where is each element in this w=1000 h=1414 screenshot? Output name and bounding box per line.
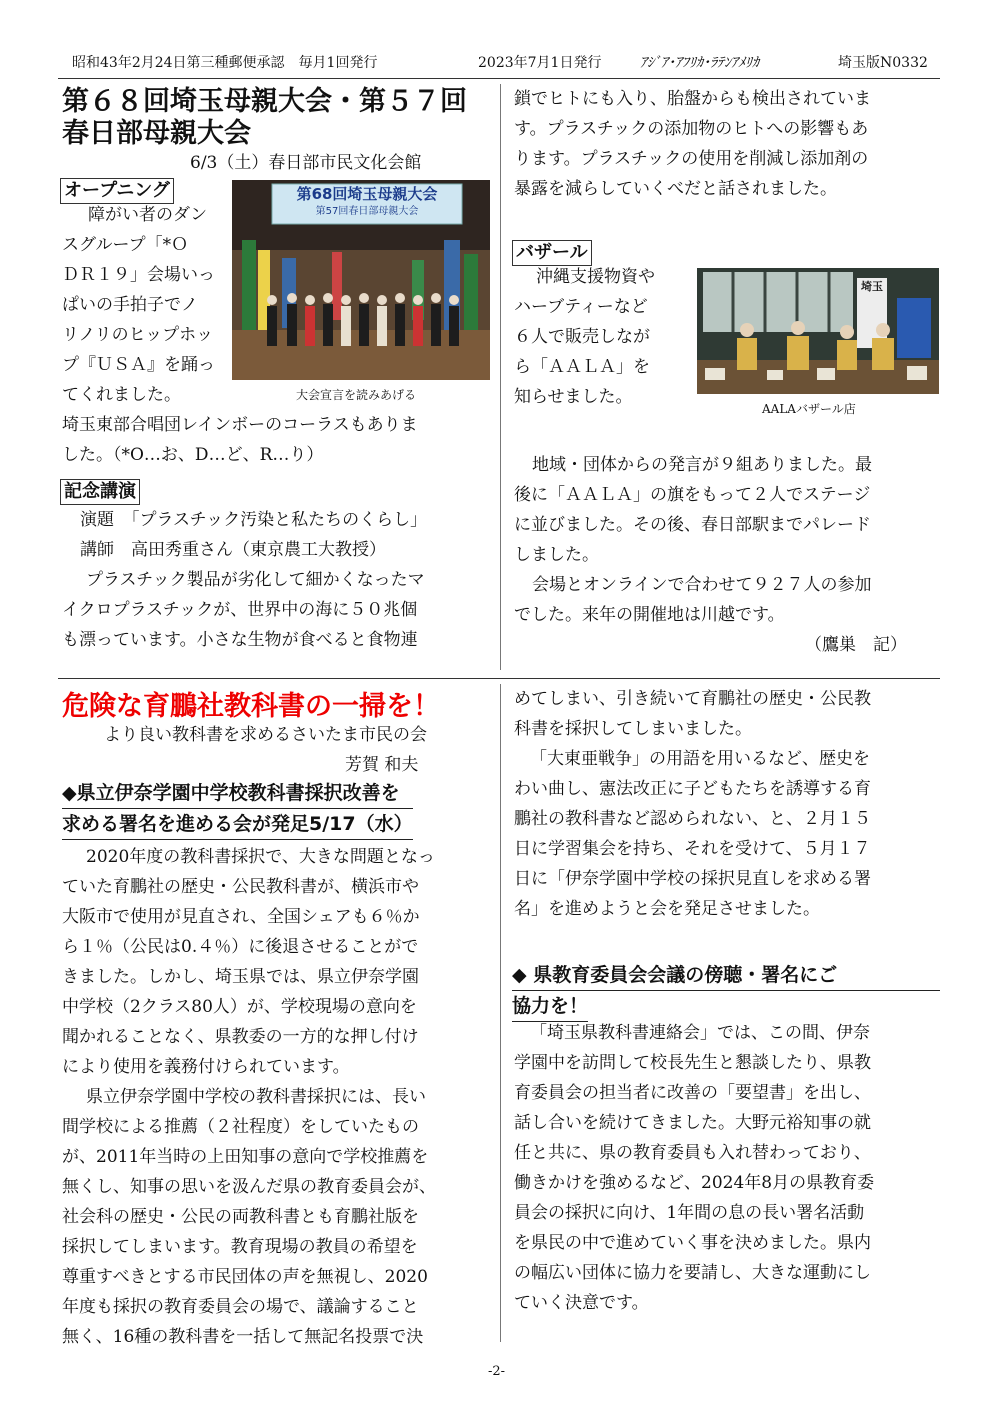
heading-line: 求める署名を進める会が発足5/17（水） — [62, 809, 413, 840]
column-divider-bottom — [500, 684, 501, 1342]
text-line: ら「ＡＡＬＡ」を — [514, 357, 650, 377]
text-line: す。プラスチックの添加物のヒトへの影響もあ — [514, 119, 869, 139]
text-line: きました。しかし、埼玉県では、県立伊奈学園 — [62, 967, 419, 987]
lecture-label: 記念講演 — [60, 479, 140, 505]
text-line: 年度も採択の教育委員会の場で、議論すること — [62, 1297, 419, 1317]
text-line: 会場とオンラインで合わせて９２７人の参加 — [532, 575, 872, 595]
text-line: 大阪市で使用が見直され、全国シェアも６％か — [62, 907, 420, 927]
right-para3 — [514, 1018, 874, 1318]
photo-banner-title: 第68回埼玉母親大会 — [296, 185, 438, 203]
text-line: でした。来年の開催地は川越です。 — [514, 605, 785, 625]
text-line: プラスチック製品が劣化して細かくなったマ — [86, 570, 425, 590]
para2 — [62, 1082, 436, 1352]
text-line: 学園中を訪問して校長先生と懇談したり、県教 — [514, 1053, 871, 1073]
text-line: ていた育鵬社の歴史・公民教科書が、横浜市や — [62, 877, 419, 897]
text-line: イクロプラスチックが、世界中の海に５０兆個 — [62, 600, 418, 620]
text-line: 聞かれることなく、県教委の一方的な押し付け — [62, 1027, 419, 1047]
article2-title: 危険な育鵬社教科書の一掃を！ — [62, 691, 440, 722]
text-line: 「埼玉県教科書連絡会」では、この間、伊奈 — [530, 1023, 870, 1043]
column-divider-top — [500, 84, 501, 670]
section1-heading — [62, 778, 413, 840]
header-date: 2023年7月1日発行 — [478, 55, 602, 71]
text-line: 埼玉東部合唱団レインボーのコーラスもありま — [62, 415, 418, 435]
text-line: 日に「伊奈学園中学校の採択見直しを求める署 — [514, 869, 871, 889]
text-line: プ『ＵＳＡ』を踊っ — [62, 355, 215, 375]
text-line: 育委員会の担当者に改善の「要望書」を出し、 — [514, 1083, 871, 1103]
stage-photo — [232, 180, 490, 380]
text-line: 社会科の歴史・公民の両教科書とも育鵬社版を — [62, 1207, 419, 1227]
article1-title-line: 春日部母親大会 — [62, 118, 251, 149]
text-line: の幅広い団体に協力を要請し、大きな運動にし — [514, 1263, 871, 1283]
lecture-speaker: 講師 高田秀重さん（東京農工大教授） — [80, 540, 386, 560]
text-line: 名」を進めようと会を発足させました。 — [514, 899, 820, 919]
lecture-text — [62, 505, 427, 655]
article1-title-line: 第６８回埼玉母親大会・第５７回 — [62, 86, 467, 117]
text-line: 日に学習集会を持ち、それを受けて、５月１７ — [514, 839, 871, 859]
text-line: 後に「ＡＡＬＡ」の旗をもって２人でステージ — [514, 485, 871, 505]
text-line: 鵬社の教科書など認められない、と、２月１５ — [514, 809, 871, 829]
text-line: 障がい者のダン — [88, 205, 208, 225]
heading-line: ◆県立伊奈学園中学校教科書採択改善を — [62, 778, 413, 809]
text-line: リノリのヒップホッ — [62, 325, 214, 345]
text-line: 働きかけを強めるなど、2024年8月の県教育委 — [514, 1173, 875, 1193]
text-line: 無く、16種の教科書を一括して無記名投票で決 — [62, 1327, 424, 1347]
text-line: 無くし、知事の思いを汲んだ県の教育委員会が、 — [62, 1177, 436, 1197]
text-line: した。（*O…お、D…ど、R…り） — [62, 445, 324, 465]
bazaar-label: バザール — [512, 240, 592, 266]
text-line: わい曲し、憲法改正に子どもたちを誘導する育 — [514, 779, 871, 799]
text-line: てくれました。 — [62, 385, 181, 405]
text-line: を県民の中で進めていく事を決めました。県内 — [514, 1233, 871, 1253]
lecture-continued — [514, 84, 871, 204]
article1-venue: 6/3（土）春日部市民文化会館 — [190, 153, 422, 173]
text-line: 話し合いを続けてきました。大野元裕知事の就 — [514, 1113, 871, 1133]
heading-line: 協力を！ — [512, 991, 588, 1022]
opening-text — [62, 200, 232, 410]
text-line: ぱいの手拍子でノ — [62, 295, 198, 315]
text-line: ＤＲ１９」会場いっ — [62, 265, 215, 285]
text-line: 沖縄支援物資や — [536, 267, 655, 287]
text-line: 任と共に、県の教育委員も入れ替わっており、 — [514, 1143, 871, 1163]
section2-heading — [512, 960, 940, 1022]
text-line: も漂っています。小さな生物が食べると食物連 — [62, 630, 418, 650]
text-line: スグループ「*Ｏ — [62, 235, 189, 255]
right-para1 — [514, 684, 871, 744]
text-line: 知らせました。 — [514, 387, 633, 407]
photo-sign: 埼玉 — [861, 280, 883, 293]
text-line: ６人で販売しなが — [514, 327, 650, 347]
bazaar-text — [514, 262, 694, 412]
header-edition: 埼玉版N0332 — [838, 55, 928, 71]
text-line: 中学校（2クラス80人）が、学校現場の意向を — [62, 997, 417, 1017]
text-line: ていく決意です。 — [514, 1293, 649, 1313]
text-line: 尊重すべきとする市民団体の声を無視し、2020 — [62, 1267, 428, 1287]
text-line: 県立伊奈学園中学校の教科書採択には、長い — [86, 1087, 426, 1107]
text-line: が、2011年当時の上田知事の意向で学校推薦を — [62, 1147, 429, 1167]
opening-label: オープニング — [60, 178, 174, 204]
text-line: ります。プラスチックの使用を削減し添加剤の — [514, 149, 869, 169]
article1-signature: （鷹巣 記） — [805, 635, 907, 655]
photo-banner-subtitle: 第57回春日部母親大会 — [315, 206, 419, 217]
text-line: 間学校による推薦（２社程度）をしていたもの — [62, 1117, 419, 1137]
lecture-theme: 演題 「プラスチック汚染と私たちのくらし」 — [80, 510, 428, 530]
text-line: めてしまい、引き続いて育鵬社の歴史・公民教 — [514, 689, 871, 709]
article2-author: 芳賀 和夫 — [345, 755, 419, 775]
article1-title — [62, 86, 467, 150]
text-line: しました。 — [514, 545, 599, 565]
text-line: 「大東亜戦争」の用語を用いるなど、歴史を — [530, 749, 870, 769]
header-org: ｱｼﾞｱ･ｱﾌﾘｶ･ﾗﾃﾝｱﾒﾘｶ — [640, 55, 759, 71]
section-rule — [58, 678, 940, 679]
header-permit: 昭和43年2月24日第三種郵便承認 毎月1回発行 — [72, 55, 378, 71]
para1 — [62, 842, 435, 1082]
text-line: ら１％（公民は0.４％）に後退させることがで — [62, 937, 419, 957]
text-line: 員会の採択に向け、1年間の息の長い署名活動 — [514, 1203, 865, 1223]
page-number: -2- — [488, 1364, 506, 1379]
closing-text — [514, 450, 872, 630]
text-line: 暴露を減らしていくべだと話されました。 — [514, 179, 837, 199]
text-line: 採択してしまいます。教育現場の教員の希望を — [62, 1237, 418, 1257]
photo1-caption: 大会宣言を読みあげる — [296, 388, 417, 402]
article2-org: より良い教科書を求めるさいたま市民の会 — [104, 725, 427, 745]
header-rule — [58, 78, 940, 79]
chorus-text — [62, 410, 418, 470]
heading-line: ◆ 県教育委員会会議の傍聴・署名にご — [512, 960, 940, 991]
text-line: ハーブティーなど — [514, 297, 648, 317]
text-line: 鎖でヒトにも入り、胎盤からも検出されていま — [514, 89, 871, 109]
text-line: により使用を義務付けられています。 — [62, 1057, 350, 1077]
text-line: 科書を採択してしまいました。 — [514, 719, 752, 739]
text-line: に並びました。その後、春日部駅までパレード — [514, 515, 871, 535]
right-para2 — [514, 744, 871, 924]
bazaar-photo-illustration — [697, 268, 939, 394]
photo2-caption: AALAバザール店 — [762, 402, 856, 416]
bazaar-photo — [697, 268, 939, 394]
text-line: 2020年度の教科書採択で、大きな問題となっ — [86, 847, 435, 867]
text-line: 地域・団体からの発言が９組ありました。最 — [532, 455, 872, 475]
